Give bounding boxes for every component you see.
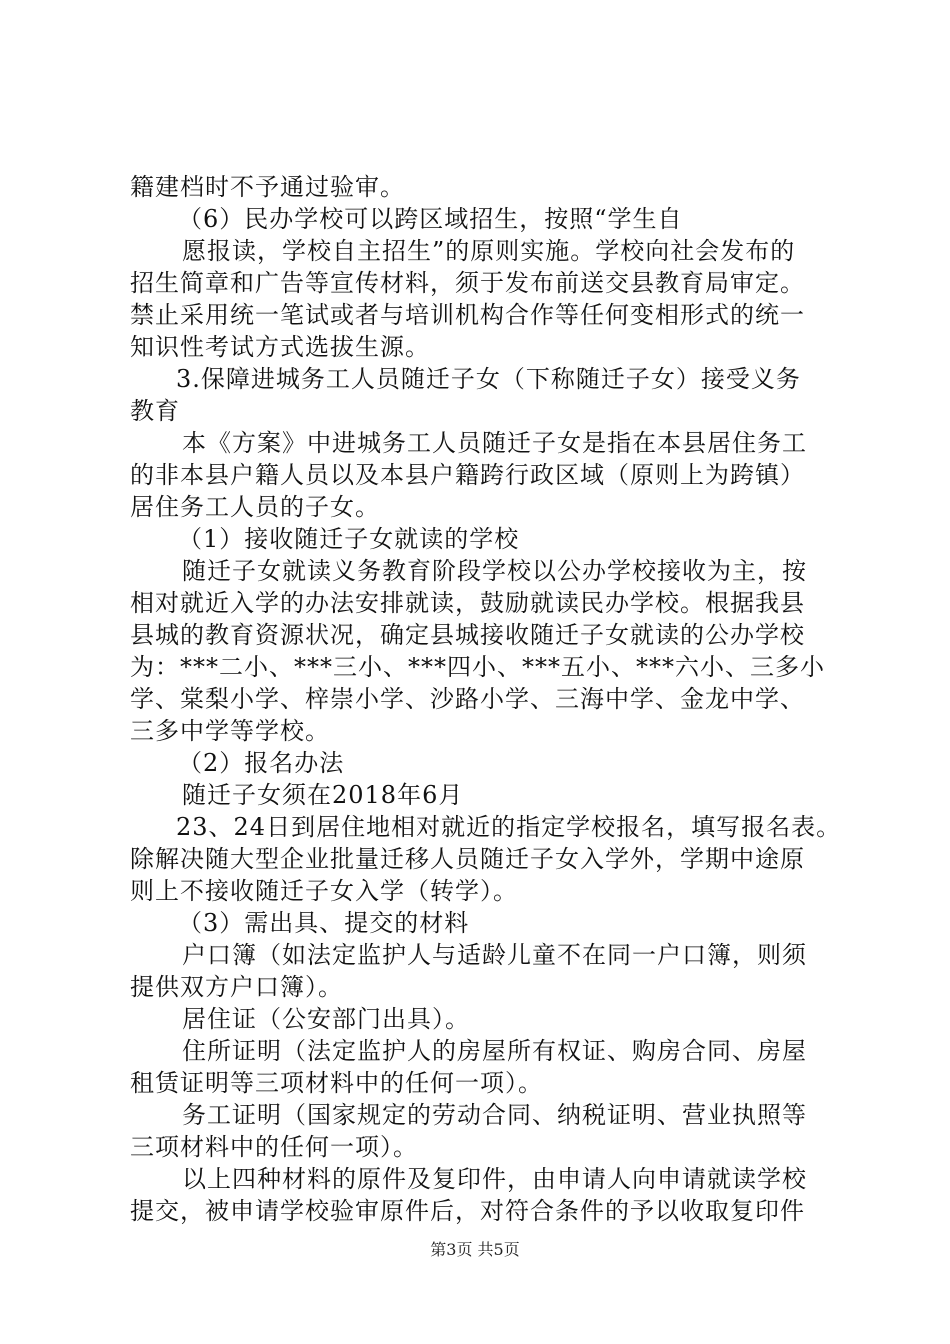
text-line: 住所证明（法定监护人的房屋所有权证、购房合同、房屋 [182, 1037, 807, 1065]
page-number-footer: 第3页 共5页 [430, 1240, 520, 1259]
text-line: 提交，被申请学校验审原件后，对符合条件的予以收取复印件 [130, 1197, 805, 1225]
text-line: 随迁子女就读义务教育阶段学校以公办学校接收为主，按 [182, 557, 807, 585]
text-line: 县城的教育资源状况，确定县城接收随迁子女就读的公办学校 [130, 621, 805, 649]
text-line: 提供双方户口簿）。 [130, 973, 343, 1001]
text-line: 相对就近入学的办法安排就读，鼓励就读民办学校。根据我县 [130, 589, 805, 617]
text-line: 租赁证明等三项材料中的任何一项）。 [130, 1069, 543, 1097]
text-line: 禁止采用统一笔试或者与培训机构合作等任何变相形式的统一 [130, 301, 805, 329]
text-line: 户口簿（如法定监护人与适龄儿童不在同一户口簿，则须 [182, 941, 807, 969]
text-line: 三项材料中的任何一项）。 [130, 1133, 418, 1161]
text-line: 则上不接收随迁子女入学（转学）。 [130, 877, 518, 905]
text-line: （3）需出具、提交的材料 [178, 909, 470, 937]
text-line: （6）民办学校可以跨区域招生，按照“学生自 [178, 205, 683, 233]
text-line: 为：***二小、***三小、***四小、***五小、***六小、三多小 [130, 653, 825, 681]
text-line: 务工证明（国家规定的劳动合同、纳税证明、营业执照等 [182, 1101, 807, 1129]
text-line: 学、棠梨小学、梓崇小学、沙路小学、三海中学、金龙中学、 [130, 685, 805, 713]
text-line: （2）报名办法 [178, 749, 345, 777]
text-line: 三多中学等学校。 [130, 717, 330, 745]
text-line: 除解决随大型企业批量迁移人员随迁子女入学外，学期中途原 [130, 845, 805, 873]
text-line: 23、24日到居住地相对就近的指定学校报名，填写报名表。 [176, 813, 842, 841]
text-line: 招生简章和广告等宣传材料，须于发布前送交县教育局审定。 [130, 269, 805, 297]
text-line: 居住证（公安部门出具）。 [182, 1005, 470, 1033]
text-line: 以上四种材料的原件及复印件，由申请人向申请就读学校 [182, 1165, 807, 1193]
text-line: 的非本县户籍人员以及本县户籍跨行政区域（原则上为跨镇） [130, 461, 805, 489]
text-line: 教育 [130, 397, 180, 425]
text-line: 居住务工人员的子女。 [130, 493, 380, 521]
text-line: 本《方案》中进城务工人员随迁子女是指在本县居住务工 [182, 429, 807, 457]
text-line: （1）接收随迁子女就读的学校 [178, 525, 520, 553]
text-line: 知识性考试方式选拔生源。 [130, 333, 430, 361]
text-line: 3.保障进城务工人员随迁子女（下称随迁子女）接受义务 [176, 365, 801, 393]
text-line: 愿报读，学校自主招生”的原则实施。学校向社会发布的 [182, 237, 796, 265]
text-line: 籍建档时不予通过验审。 [130, 173, 405, 201]
text-line: 随迁子女须在2018年6月 [182, 781, 464, 809]
